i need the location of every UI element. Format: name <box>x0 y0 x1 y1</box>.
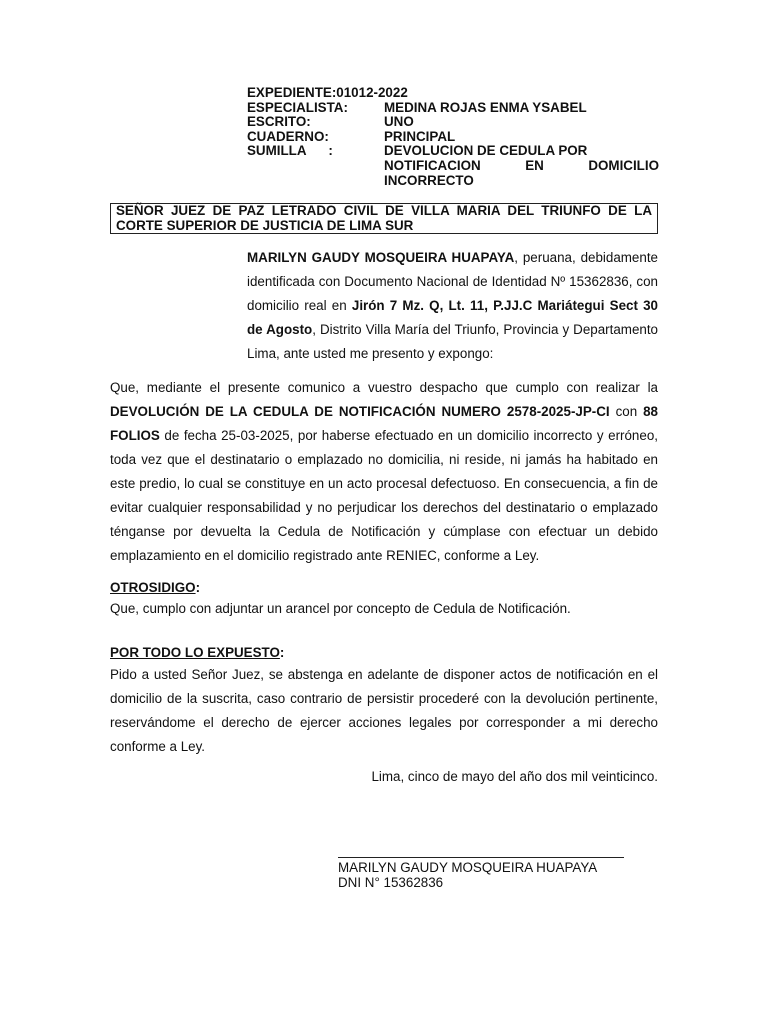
signature-line <box>338 857 624 858</box>
signature-block <box>338 860 597 890</box>
header-value: UNO <box>384 114 414 130</box>
body-text: de fecha 25-03-2025, por haberse efectuado en un domicilio incorrecto y erróneo, toda vez que el destinatario o emplazado no domicilia, ni reside, ni jamás ha habitado en este predio, lo cual se constituye en un acto procesal defectuoso. En consecuencia, a fin de evitar cualquier responsabilidad y no perjudicar los derechos del destinatario o emplazado ténganse por devuelta la Cedula de Notificación y cúmplase con efectuar un debido emplazamiento en el domicilio registrado ante RENIEC, conforme a Ley. <box>110 428 658 563</box>
signer-dni: DNI N° 15362836 <box>338 875 444 890</box>
header-row-sumilla <box>247 144 659 188</box>
otrosi-text: Que, cumplo con adjuntar un arancel por concepto de Cedula de Notificación. <box>110 601 571 616</box>
intro-paragraph <box>247 246 658 366</box>
intro-text: , Distrito Villa María del Triunfo, Provincia y Departamento Lima, ante usted me presento y expongo: <box>247 322 659 361</box>
addressee-box: SEÑOR JUEZ DE PAZ LETRADO CIVIL DE VILLA MARIA DEL TRIUNFO DE LA CORTE SUPERIOR DE JUSTICIA DE LIMA SUR <box>110 203 658 234</box>
case-header <box>247 86 659 188</box>
header-label: CUADERNO: <box>247 128 329 144</box>
cedula-reference: DEVOLUCIÓN DE LA CEDULA DE NOTIFICACIÓN NUMERO 2578-2025-JP-CI <box>110 404 610 419</box>
sumilla-line: INCORRECTO <box>384 172 474 188</box>
header-value: PRINCIPAL <box>384 128 456 144</box>
folios-count: 88 FOLIOS <box>110 404 659 443</box>
intro-text: , peruana, debidamente identificada con Documento Nacional de Identidad Nº 15362836, con domicilio real en <box>247 250 658 313</box>
sumilla-line: DEVOLUCION DE CEDULA POR <box>384 143 588 159</box>
otrosi-heading: OTROSIDIGO: <box>110 580 201 595</box>
header-row-cuaderno <box>247 130 659 145</box>
expediente-line: EXPEDIENTE:01012-2022 <box>247 85 408 100</box>
sumilla-label: SUMILLA : <box>247 143 333 159</box>
petitioner-name: MARILYN GAUDY MOSQUEIRA HUAPAYA <box>247 250 515 265</box>
petitioner-address: Jirón 7 Mz. Q, Lt. 11, P.JJ.C Mariátegui Sect 30 de Agosto <box>247 298 658 337</box>
header-label: ESCRITO: <box>247 114 311 130</box>
date-line: Lima, cinco de mayo del año dos mil veinticinco. <box>371 769 658 784</box>
signer-name: MARILYN GAUDY MOSQUEIRA HUAPAYA <box>338 860 598 875</box>
sumilla-line: NOTIFICACION EN DOMICILIO <box>384 157 659 173</box>
header-row-especialista <box>247 101 659 116</box>
header-value: MEDINA ROJAS ENMA YSABEL <box>384 99 587 115</box>
expuesto-heading: POR TODO LO EXPUESTO: <box>110 645 285 660</box>
expuesto-text: Pido a usted Señor Juez, se abstenga en adelante de disponer actos de notificación en el domicilio de la suscrita, caso contrario de persistir procederé con la devolución pertinente, reservándome el derecho de ejercer acciones legales por corresponder a mi derecho conforme a Ley. <box>110 667 658 754</box>
header-row-escrito <box>247 115 659 130</box>
body-text: Que, mediante el presente comunico a vuestro despacho que cumplo con realizar la <box>110 380 658 395</box>
sumilla-value <box>384 144 659 188</box>
body-text: con <box>609 404 644 419</box>
header-label: ESPECIALISTA: <box>247 99 348 115</box>
main-paragraph <box>110 376 658 568</box>
